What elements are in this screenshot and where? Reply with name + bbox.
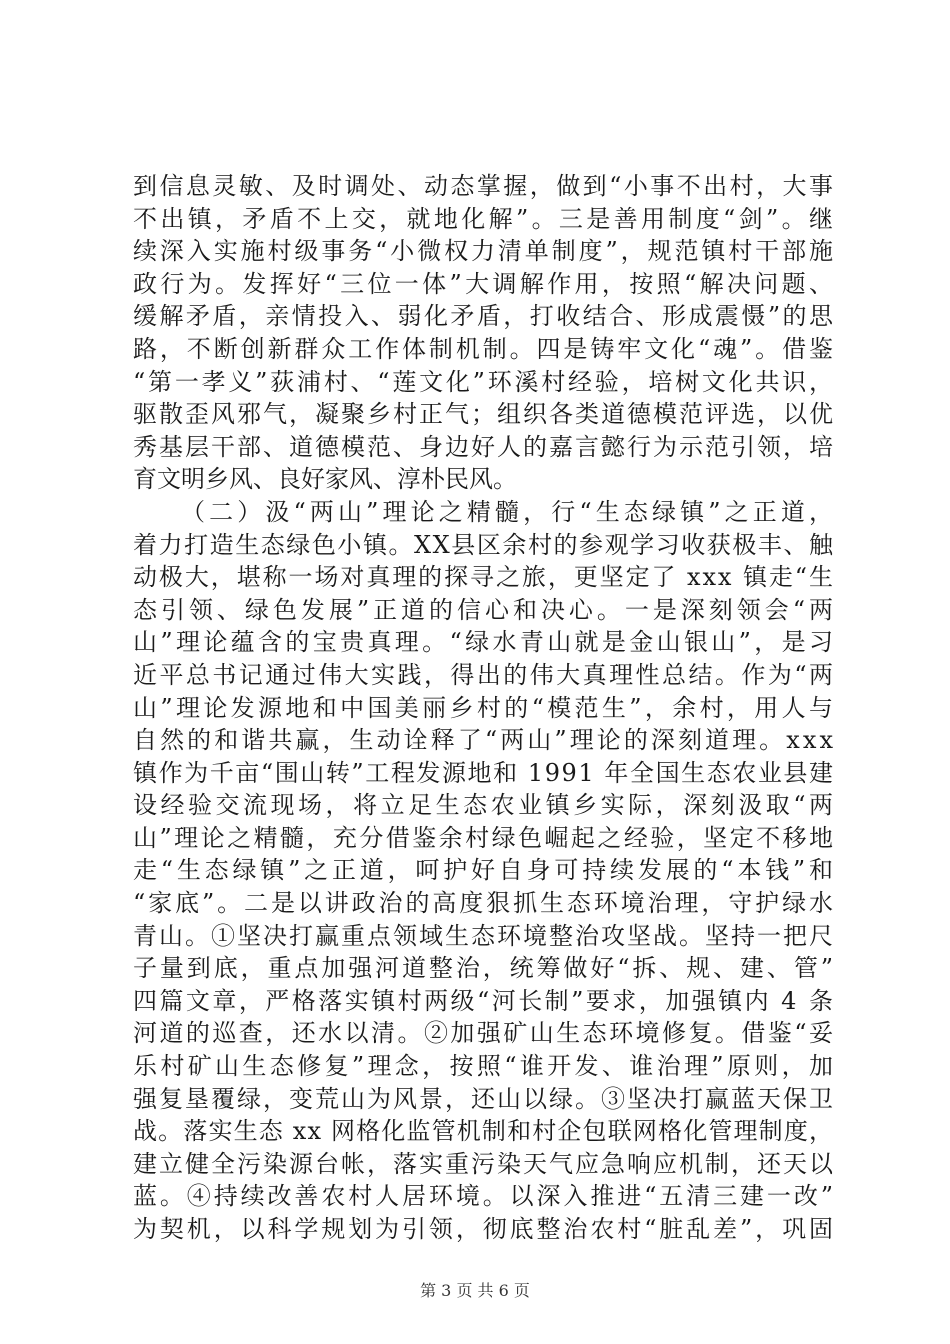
text-line: 走“生态绿镇”之正道，呵护好自身可持续发展的“本钱”和 [133, 856, 837, 885]
text-line: 山”理论蕴含的宝贵真理。“绿水青山就是金山银山”，是习 [133, 628, 837, 657]
text-line: 子量到底，重点加强河道整治，统筹做好“拆、规、建、管” [133, 954, 836, 983]
text-line: 蓝。④持续改善农村人居环境。以深入推进“五清三建一改” [133, 1182, 836, 1211]
text-line: 为契机，以科学规划为引领，彻底整治农村“脏乱差”，巩固 [133, 1215, 836, 1243]
text-line: 驱散歪风邪气，凝聚乡村正气；组织各类道德模范评选，以优 [133, 400, 835, 429]
text-line: 镇作为千亩“围山转”工程发源地和 1991 年全国生态农业县建 [133, 758, 835, 787]
text-line: 设经验交流现场，将立足生态农业镇乡实际，深刻汲取“两 [133, 791, 837, 820]
text-line: 山”理论之精髓，充分借鉴余村绿色崛起之经验，坚定不移地 [133, 823, 836, 852]
text-line: 四篇文章，严格落实镇村两级“河长制”要求，加强镇内 4 条 [133, 986, 836, 1015]
text-line: 缓解矛盾，亲情投入、弱化矛盾，打收结合、形成震慑”的思 [133, 302, 836, 331]
text-line: 到信息灵敏、及时调处、动态掌握，做到“小事不出村，大事 [133, 172, 836, 200]
text-line: 动极大，堪称一场对真理的探寻之旅，更坚定了 xxx 镇走“生 [133, 563, 835, 592]
text-line: 乐村矿山生态修复”理念，按照“谁开发、谁治理”原则，加 [133, 1052, 837, 1081]
text-line: 育文明乡风、良好家风、淳朴民风。 [133, 465, 517, 494]
text-line: 河道的巡查，还水以清。②加强矿山生态环境修复。借鉴“妥 [133, 1019, 836, 1048]
text-line: 强复垦覆绿，变荒山为风景，还山以绿。③坚决打赢蓝天保卫 [133, 1084, 835, 1113]
text-line: 自然的和谐共赢，生动诠释了“两山”理论的深刻道理。xxx [133, 726, 837, 755]
text-line: 态引领、绿色发展”正道的信心和决心。一是深刻领会“两 [133, 595, 837, 624]
text-line: （二）汲“两山”理论之精髓，行“生态绿镇”之正道， [181, 497, 838, 526]
text-line: 青山。①坚决打赢重点领域生态环境整治攻坚战。坚持一把尺 [133, 921, 835, 950]
text-line: 着力打造生态绿色小镇。XX县区余村的参观学习收获极丰、触 [133, 530, 835, 559]
text-line: 建立健全污染源台帐，落实重污染天气应急响应机制，还天以 [133, 1149, 835, 1178]
text-line: 秀基层干部、道德模范、身边好人的嘉言懿行为示范引领，培 [133, 432, 835, 461]
text-line: 路，不断创新群众工作体制机制。四是铸牢文化“魂”。借鉴 [133, 334, 836, 363]
text-line: 山”理论发源地和中国美丽乡村的“模范生”，余村，用人与 [133, 693, 837, 722]
text-line: 不出镇，矛盾不上交，就地化解”。三是善用制度“剑”。继 [133, 204, 837, 233]
text-line: 战。落实生态 xx 网格化监管机制和村企包联网格化管理制度， [133, 1117, 835, 1146]
text-line: 政行为。发挥好“三位一体”大调解作用，按照“解决问题、 [133, 269, 837, 298]
page-footer: 第 3 页 共 6 页 [420, 1281, 530, 1300]
text-line: “家底”。二是以讲政治的高度狠抓生态环境治理，守护绿水 [133, 889, 836, 918]
text-line: 续深入实施村级事务“小微权力清单制度”，规范镇村干部施 [133, 237, 836, 266]
text-line: 近平总书记通过伟大实践，得出的伟大真理性总结。作为“两 [133, 660, 836, 689]
text-line: “第一孝义”荻浦村、“莲文化”环溪村经验，培树文化共识， [133, 367, 836, 396]
body-text [133, 170, 838, 1246]
